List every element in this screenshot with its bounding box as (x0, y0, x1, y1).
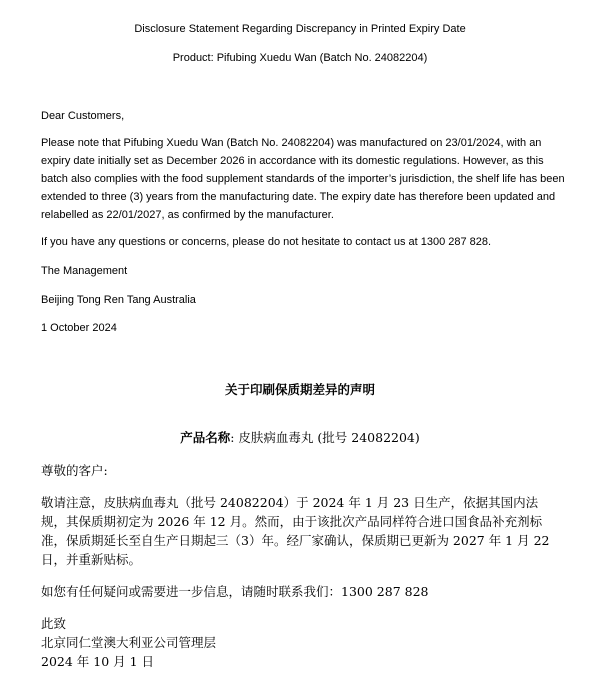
chinese-product-value: : 皮肤病血毒丸 (批号 24082204) (230, 430, 420, 445)
chinese-title: 关于印刷保质期差异的声明 (224, 382, 375, 397)
english-title: Disclosure Statement Regarding Discrepancy in Printed Expiry Date (134, 23, 466, 35)
english-contact: If you have any questions or concerns, please do not hesitate to contact us at 1300 287 828. (41, 236, 492, 248)
chinese-closing: 此致 (41, 616, 67, 631)
english-product: Product: Pifubing Xuedu Wan (Batch No. 24082204) (172, 52, 428, 64)
chinese-greeting: 尊敬的客户: (41, 463, 108, 478)
chinese-date: 2024 年 10 月 1 日 (41, 654, 155, 669)
chinese-contact: 如您有任何疑问或需要进一步信息，请随时联系我们：1300 287 828 (41, 584, 429, 599)
chinese-product-label: 产品名称 (180, 430, 231, 445)
english-date: 1 October 2024 (41, 322, 117, 334)
chinese-signoff: 北京同仁堂澳大利亚公司管理层 (41, 635, 217, 650)
english-body: Please note that Pifubing Xuedu Wan (Batch No. 24082204) was manufactured on 23/01/2024, with an expiry date initially set as December 2026 in accordance with its domestic regulations. However, as this batch also complies with the food supplement standards of the importer’s jurisdiction, the shelf life has been extended to three (3) years from the manufacturing date. The expiry date has therefore been updated and relabelled as 22/01/2027, as confirmed by the manufacturer. (41, 137, 565, 221)
chinese-body: 敬请注意，皮肤病血毒丸（批号 24082204）于 2024 年 1 月 23 日生产，依据其国内法规，其保质期初定为 2026 年 12 月。然而，由于该批次产品同样符合进口国食品补充剂标准，保质期延长至自生产日期起三（3）年。经厂家确认，保质期已更新为 2027 年 1 月 22 日，并重新贴标。 (41, 495, 550, 567)
english-signoff: The Management (41, 265, 128, 277)
english-greeting: Dear Customers, (41, 110, 125, 122)
chinese-product (0, 428, 600, 447)
english-company: Beijing Tong Ren Tang Australia (41, 294, 196, 306)
